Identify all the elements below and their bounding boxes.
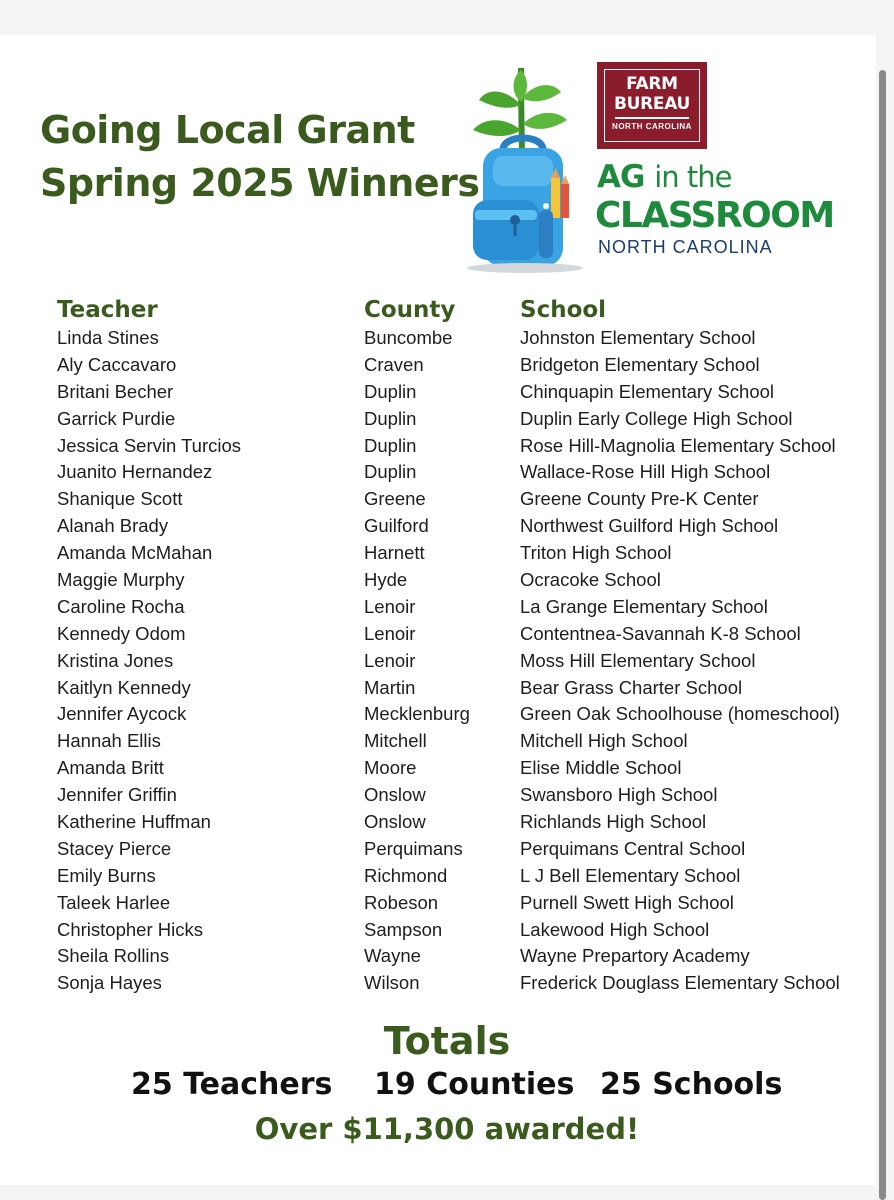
table-row (0, 486, 876, 513)
school-name: L J Bell Elementary School (520, 864, 741, 886)
county-name: Onslow (364, 784, 426, 806)
county-name: Onslow (364, 811, 426, 833)
school-name: Contentnea-Savannah K-8 School (520, 622, 801, 644)
farm-bureau-state: NORTH CAROLINA (612, 121, 692, 131)
farm-bureau-word-2: BUREAU (613, 94, 691, 114)
school-name: Duplin Early College High School (520, 407, 793, 429)
table-row (0, 567, 876, 594)
teacher-name: Sheila Rollins (57, 945, 170, 967)
table-row (0, 943, 876, 970)
total-awarded: Over $11,300 awarded! (254, 1112, 640, 1146)
table-row (0, 863, 876, 890)
county-name: Mecklenburg (364, 703, 470, 725)
table-row (0, 513, 876, 540)
page-title (40, 104, 480, 210)
total-schools: 25 Schools (600, 1067, 783, 1102)
county-name: Lenoir (364, 649, 416, 671)
table-row (0, 970, 876, 997)
teacher-name: Kristina Jones (57, 649, 174, 671)
table-row (0, 728, 876, 755)
school-name: Green Oak Schoolhouse (homeschool) (520, 703, 840, 725)
county-name: Wayne (364, 945, 421, 967)
county-name: Martin (364, 676, 416, 698)
teacher-name: Christopher Hicks (57, 918, 203, 940)
school-name: Wallace-Rose Hill High School (520, 461, 771, 483)
county-name: Wilson (364, 972, 420, 994)
school-name: Mitchell High School (520, 730, 688, 752)
county-name: Lenoir (364, 595, 416, 617)
table-row (0, 755, 876, 782)
county-name: Sampson (364, 918, 443, 940)
school-name: Bear Grass Charter School (520, 676, 743, 698)
table-row (0, 406, 876, 433)
table-row (0, 594, 876, 621)
school-name: Bridgeton Elementary School (520, 353, 760, 375)
teacher-name: Taleek Harlee (57, 891, 171, 913)
backpack-with-plant-icon (465, 60, 590, 275)
table-row (0, 325, 876, 352)
farm-bureau-word-1: FARM (626, 74, 678, 94)
logo-state: NORTH CAROLINA (598, 237, 773, 257)
school-name: Swansboro High School (520, 784, 718, 806)
county-name: Richmond (364, 864, 448, 886)
school-name: Ocracoke School (520, 569, 661, 591)
county-name: Duplin (364, 380, 417, 402)
county-name: Duplin (364, 461, 417, 483)
school-name: Johnston Elementary School (520, 327, 756, 348)
header-school: School (520, 297, 607, 323)
table-row (0, 648, 876, 675)
school-name: Perquimans Central School (520, 837, 746, 859)
teacher-name: Jessica Servin Turcios (57, 434, 242, 456)
teacher-name: Britani Becher (57, 380, 174, 402)
school-name: Moss Hill Elementary School (520, 649, 756, 671)
school-name: Richlands High School (520, 811, 707, 833)
header-teacher: Teacher (57, 297, 158, 323)
teacher-name: Caroline Rocha (57, 595, 185, 617)
county-name: Moore (364, 757, 417, 779)
ag-in-the-classroom-logo-line-1 (597, 158, 731, 196)
teacher-name: Linda Stines (57, 327, 159, 348)
table-row (0, 621, 876, 648)
table-row (0, 459, 876, 486)
total-counties: 19 Counties (374, 1067, 575, 1102)
school-name: Wayne Prepartory Academy (520, 945, 750, 967)
farm-bureau-divider (615, 117, 689, 119)
teacher-name: Sonja Hayes (57, 972, 162, 994)
county-name: Duplin (364, 434, 417, 456)
table-row (0, 836, 876, 863)
table-row (0, 352, 876, 379)
teacher-name: Alanah Brady (57, 515, 169, 537)
teacher-name: Amanda McMahan (57, 542, 213, 564)
table-row (0, 782, 876, 809)
header-county: County (364, 297, 456, 323)
teacher-name: Aly Caccavaro (57, 353, 177, 375)
county-name: Duplin (364, 407, 417, 429)
county-name: Craven (364, 353, 424, 375)
teacher-name: Katherine Huffman (57, 811, 211, 833)
school-name: La Grange Elementary School (520, 595, 768, 617)
classroom-word: CLASSROOM (595, 195, 834, 236)
table-row (0, 890, 876, 917)
totals-counts (0, 1064, 894, 1106)
table-body (0, 325, 876, 997)
county-name: Mitchell (364, 730, 427, 752)
school-name: Elise Middle School (520, 757, 682, 779)
county-name: Buncombe (364, 327, 453, 348)
county-name: Greene (364, 488, 426, 510)
table-header (0, 295, 876, 325)
table-row (0, 809, 876, 836)
school-name: Frederick Douglass Elementary School (520, 972, 840, 994)
table-row (0, 675, 876, 702)
title-line-2: Spring 2025 Winners (40, 161, 480, 205)
title-line-1: Going Local Grant (40, 108, 415, 152)
teacher-name: Garrick Purdie (57, 407, 176, 429)
table-row (0, 701, 876, 728)
total-teachers: 25 Teachers (131, 1067, 333, 1102)
teacher-name: Emily Burns (57, 864, 156, 886)
teacher-name: Jennifer Aycock (57, 703, 187, 725)
county-name: Perquimans (364, 837, 463, 859)
county-name: Harnett (364, 542, 425, 564)
school-name: Lakewood High School (520, 918, 710, 940)
county-name: Robeson (364, 891, 439, 913)
table-row (0, 917, 876, 944)
school-name: Purnell Swett High School (520, 891, 734, 913)
teacher-name: Hannah Ellis (57, 730, 161, 752)
ag-word: AG (597, 159, 645, 195)
teacher-name: Juanito Hernandez (57, 461, 213, 483)
teacher-name: Kennedy Odom (57, 622, 186, 644)
school-name: Chinquapin Elementary School (520, 380, 775, 402)
teacher-name: Jennifer Griffin (57, 784, 177, 806)
table-row (0, 540, 876, 567)
totals-heading: Totals (383, 1019, 511, 1063)
county-name: Hyde (364, 569, 408, 591)
table-row (0, 433, 876, 460)
school-name: Triton High School (520, 542, 672, 564)
county-name: Guilford (364, 515, 429, 537)
teacher-name: Maggie Murphy (57, 569, 185, 591)
school-name: Northwest Guilford High School (520, 515, 779, 537)
in-the-word: in the (654, 160, 732, 194)
school-name: Rose Hill-Magnolia Elementary School (520, 434, 836, 456)
farm-bureau-logo (597, 62, 707, 149)
teacher-name: Shanique Scott (57, 488, 183, 510)
teacher-name: Amanda Britt (57, 757, 164, 779)
school-name: Greene County Pre-K Center (520, 488, 759, 510)
winners-table (0, 295, 876, 997)
teacher-name: Stacey Pierce (57, 837, 172, 859)
table-row (0, 379, 876, 406)
county-name: Lenoir (364, 622, 416, 644)
teacher-name: Kaitlyn Kennedy (57, 676, 191, 698)
